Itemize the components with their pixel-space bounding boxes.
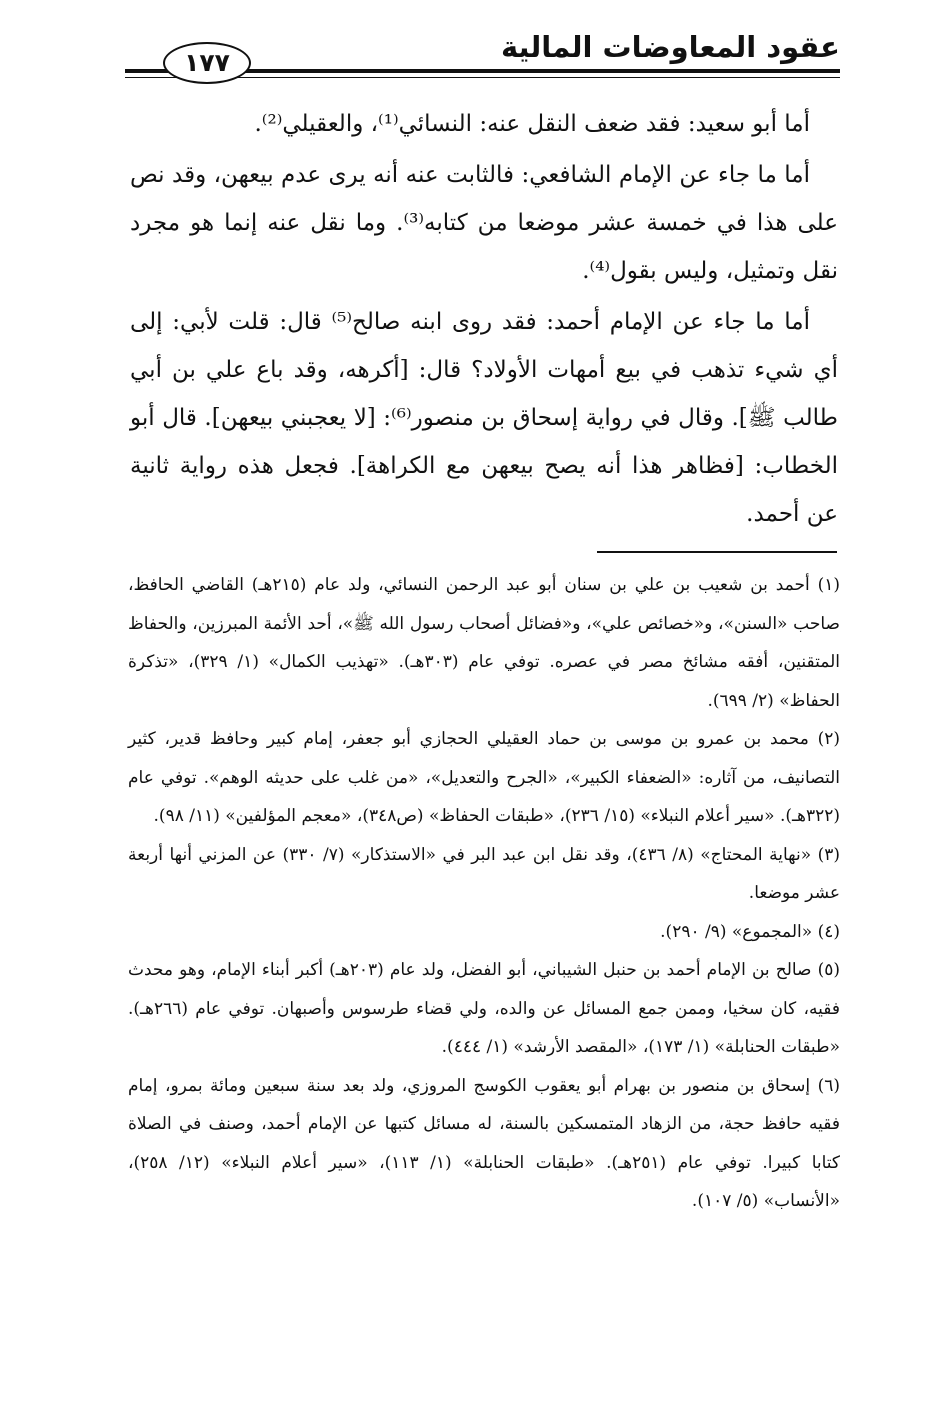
page-header <box>125 22 840 82</box>
paragraph-abu-said: أما أبو سعيد: فقد ضعف النقل عنه: النسائي⁽¹⁾، والعقيلي⁽²⁾. <box>254 111 810 137</box>
footnote-3: (٣) «نهاية المحتاج» (٨/ ٤٣٦)، وقد نقل ابن عبد البر في «الاستذكار» (٧/ ٣٣٠) عن المزني أنها أربعة عشر موضعا. <box>128 844 841 903</box>
footnote-2: (٢) محمد بن عمرو بن موسى بن حماد العقيلي الحجازي أبو جعفر، إمام كبير وحافظ قدير، كثير التصانيف، من آثاره: «الضعفاء الكبير»، «الجرح والتعديل»، «من غلب على حديثه الوهم». توفي عام (٣٢٢هـ). «سير أعلام النبلاء» (١٥/ ٢٣٦)، «طبقات الحفاظ» (ص٣٤٨)، «معجم المؤلفين» (١١/ ٩٨). <box>128 729 840 826</box>
running-title: عقود المعاوضات المالية <box>500 30 840 64</box>
main-text <box>130 100 838 541</box>
page-number: ١٧٧ <box>163 42 251 84</box>
footnotes <box>128 566 840 1221</box>
footnote-1: (١) أحمد بن شعيب بن علي بن سنان أبو عبد الرحمن النسائي، ولد عام (٢١٥هـ) القاضي الحافظ، صاحب «السنن»، و«خصائص علي»، و«فضائل أصحاب رسول الله ﷺ»، أحد الأئمة المبرزين، والحفاظ المتقنين، أفقه مشائخ مصر في عصره. توفي عام (٣٠٣هـ). «تهذيب الكمال» (١/ ٣٢٩)، «تذكرة الحفاظ» (٢/ ٦٩٩). <box>128 575 840 711</box>
paragraph-ahmad: أما ما جاء عن الإمام أحمد: فقد روى ابنه صالح⁽⁵⁾ قال: قلت لأبي: إلى أي شيء تذهب في بيع أمهات الأولاد؟ قال: [أكرهه، وقد باع علي بن أبي طالب ﷺ]. وقال في رواية إسحاق بن منصور⁽⁶⁾: [لا يعجبني بيعهن]. قال أبو الخطاب: [فظاهر هذا أنه يصح بيعهن مع الكراهة]. فجعل هذه رواية ثانية عن أحمد. <box>130 309 838 527</box>
footnote-5: (٥) صالح بن الإمام أحمد بن حنبل الشيباني، أبو الفضل، ولد عام (٢٠٣هـ) أكبر أبناء الإمام، وهو محدث فقيه، كان سخيا، وممن جمع المسائل عن والده، ولي قضاء طرسوس وأصبهان. توفي عام (٢٦٦هـ). «طبقات الحنابلة» (١/ ١٧٣)، «المقصد الأرشد» (١/ ٤٤٤). <box>128 960 840 1057</box>
paragraph-shafii: أما ما جاء عن الإمام الشافعي: فالثابت عنه أنه يرى عدم بيعهن، وقد نص على هذا في خمسة عشر موضعا من كتابه⁽³⁾. وما نقل عنه إنما هو مجرد نقل وتمثيل، وليس بقول⁽⁴⁾. <box>130 162 839 284</box>
footnote-separator <box>597 551 837 553</box>
footnote-4: (٤) «المجموع» (٩/ ٢٩٠). <box>660 921 840 942</box>
footnote-6: (٦) إسحاق بن منصور بن بهرام أبو يعقوب الكوسج المروزي، ولد بعد سنة سبعين ومائة بمرو، إمام فقيه حافظ حجة، من الزهاد المتمسكين بالسنة، له مسائل كتبها عن الإمام أحمد، وصنف في الصلاة كتابا كبيرا. توفي عام (٢٥١هـ). «طبقات الحنابلة» (١/ ١١٣)، «سير أعلام النبلاء» (١٢/ ٢٥٨)، «الأنساب» (٥/ ١٠٧). <box>128 1075 841 1211</box>
